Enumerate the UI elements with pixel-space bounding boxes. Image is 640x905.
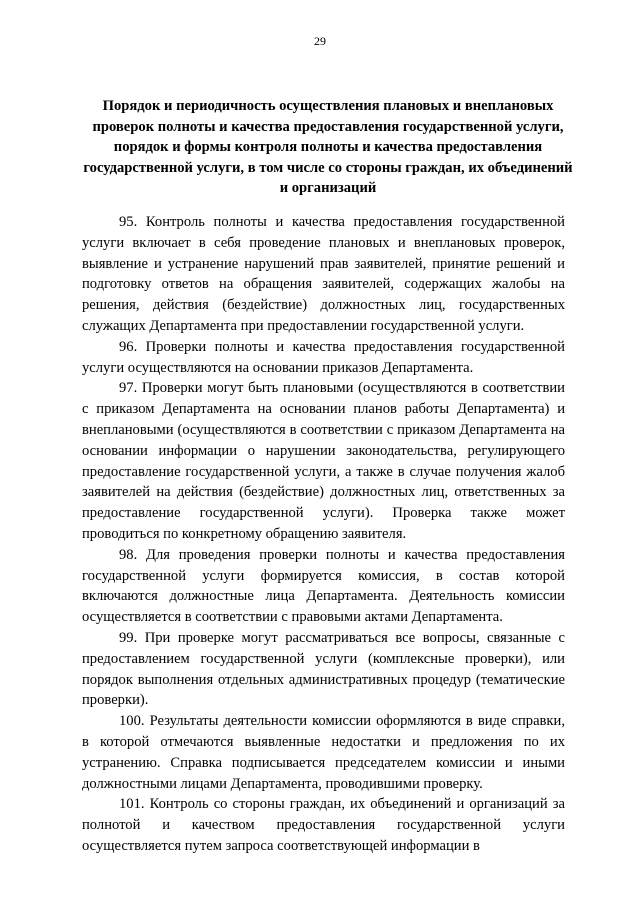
paragraph-96: 96. Проверки полноты и качества предоставления государственной услуги осуществляются на основании приказов Департамента. (82, 338, 565, 376)
paragraph-98: 98. Для проведения проверки полноты и качества предоставления государственной услуги формируется комиссия, в состав которой включаются должностные лица Департамента. Деятельность комиссии осуществляется в соответствии с правовыми актами Департамента. (82, 546, 565, 626)
paragraph-99: 99. При проверке могут рассматриваться все вопросы, связанные с предоставлением государственной услуги (комплексные проверки), или порядок выполнения отдельных административных процедур (тематические проверки). (82, 629, 565, 709)
page-number: 29 (314, 34, 326, 48)
paragraph-97: 97. Проверки могут быть плановыми (осуществляются в соответствии с приказом Департамента на основании планов работы Департамента) и внеплановыми (осуществляются в соответствии с приказом Департамента на основании информации о нарушении законодательства, регулирующего предоставление государственной услуги, а также в случае получения жалоб заявителей на действия (бездействие) должностных лиц, ответственных за предоставление государственной услуги). Проверка также может проводиться по конкретному обращению заявителя. (82, 380, 565, 542)
paragraph-95: 95. Контроль полноты и качества предоставления государственной услуги включает в себя проведение плановых и внеплановых проверок, выявление и устранение нарушений прав заявителей, принятие решений и подготовку ответов на обращения заявителей, содержащих жалобы на решения, действия (бездействие) должностных лиц, государственных служащих Департамента при предоставлении государственной услуги. (82, 214, 565, 334)
document-body (82, 212, 565, 857)
paragraph-101: 101. Контроль со стороны граждан, их объединений и организаций за полнотой и качеством предоставления государственной услуги осуществляется путем запроса соответствующей информации в (82, 796, 565, 854)
section-heading: Порядок и периодичность осуществления плановых и внеплановых проверок полноты и качества предоставления государственной услуги, порядок и формы контроля полноты и качества предоставления государственной услуги, в том числе со стороны граждан, их объединений и организаций (83, 98, 573, 196)
paragraph-100: 100. Результаты деятельности комиссии оформляются в виде справки, в которой отмечаются выявленные недостатки и предложения по их устранению. Справка подписывается председателем комиссии и иными должностными лицами Департамента, проводившими проверку. (82, 713, 565, 792)
